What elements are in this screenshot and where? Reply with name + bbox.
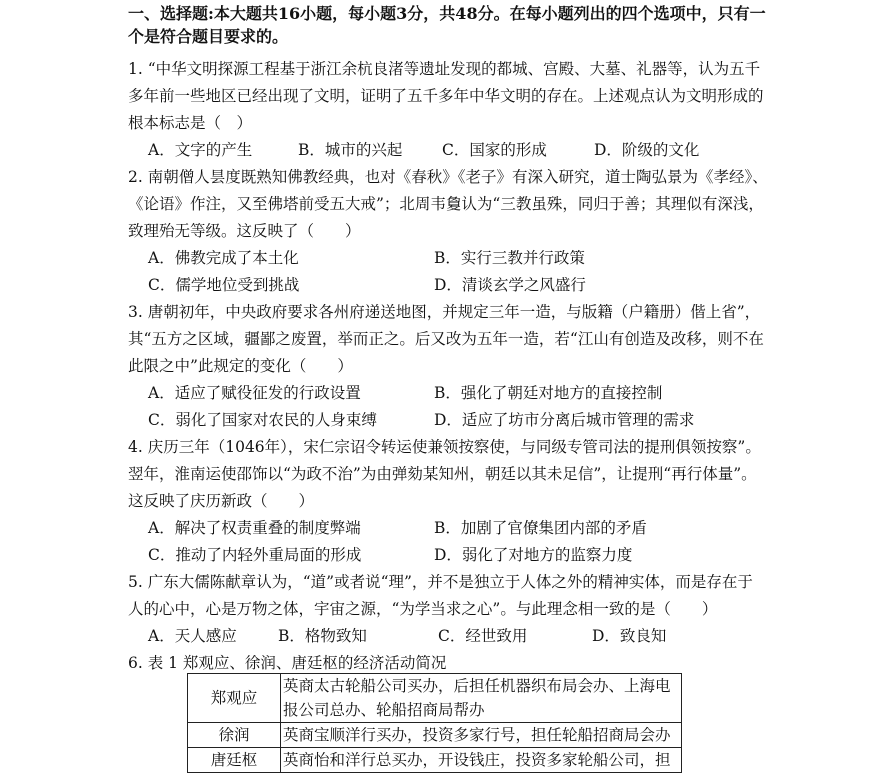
question-stem: 3. 唐朝初年，中央政府要求各州府递送地图，并规定三年一造，与版籍（户籍册）偕上省”，其“五方之区域，疆鄙之废置，举而正之。后又改为五年一造，若“江山有创造及改移，则不在此限之中”此规定的变化（ ）: [128, 303, 764, 375]
economic-activity-table: [187, 673, 682, 773]
question-stem: 2. 南朝僧人昙度既熟知佛教经典，也对《春秋》《老子》有深入研究，道士陶弘景为《孝经》、《论语》作注，又至佛塔前受五大戒”；北周韦敻认为“三教虽殊，同归于善；其理似有深浅，致理殆无等级。这反映了（ ）: [128, 168, 768, 240]
question-stem: 6. 表 1 郑观应、徐润、唐廷枢的经济活动简况: [128, 654, 447, 672]
table-cell-name: 徐润: [188, 723, 281, 748]
table-cell-name: 郑观应: [188, 674, 281, 723]
table-row: [188, 748, 682, 773]
options-row: [148, 623, 768, 650]
option-d[interactable]: D．适应了坊市分离后城市管理的需求: [434, 411, 695, 429]
option-c[interactable]: C．弱化了国家对农民的人身束缚: [148, 411, 377, 429]
option-a[interactable]: A．解决了权责重叠的制度弊端: [148, 519, 361, 537]
options-grid: [148, 245, 768, 299]
options-grid: [148, 515, 768, 569]
option-a[interactable]: A．适应了赋役征发的行政设置: [148, 384, 361, 402]
option-b[interactable]: B．城市的兴起: [298, 141, 403, 159]
option-b[interactable]: B．加剧了官僚集团内部的矛盾: [434, 519, 647, 537]
question-5: [128, 569, 768, 650]
table-cell-name: 唐廷枢: [188, 748, 281, 773]
option-c[interactable]: C．儒学地位受到挑战: [148, 276, 300, 294]
option-d[interactable]: D．清谈玄学之风盛行: [434, 276, 586, 294]
option-c[interactable]: C．国家的形成: [442, 141, 547, 159]
option-b[interactable]: B．强化了朝廷对地方的直接控制: [434, 384, 663, 402]
option-a[interactable]: A．天人感应: [148, 627, 237, 645]
option-d[interactable]: D．致良知: [592, 627, 667, 645]
table-cell-desc: 英商太古轮船公司买办，后担任机器织布局会办、上海电报公司总办、轮船招商局帮办: [281, 674, 682, 723]
options-grid: [148, 380, 768, 434]
option-a[interactable]: A．佛教完成了本土化: [148, 249, 299, 267]
option-d[interactable]: D．弱化了对地方的监察力度: [434, 546, 633, 564]
exam-page: [128, 0, 768, 677]
option-b[interactable]: B．实行三教并行政策: [434, 249, 585, 267]
table-cell-desc: 英商宝顺洋行买办，投资多家行号，担任轮船招商局会办: [281, 723, 682, 748]
question-3: [128, 299, 768, 434]
question-1: [128, 56, 768, 164]
question-2: [128, 164, 768, 299]
table-row: [188, 674, 682, 723]
option-a[interactable]: A．文字的产生: [148, 141, 253, 159]
options-row: [148, 137, 768, 164]
question-stem: 5. 广东大儒陈献章认为，“道”或者说“理”，并不是独立于人体之外的精神实体，而是存在于人的心中，心是万物之体，宇宙之源，“为学当求之心”。与此理念相一致的是（ ）: [128, 573, 753, 618]
option-c[interactable]: C．推动了内轻外重局面的形成: [148, 546, 362, 564]
option-b[interactable]: B．格物致知: [278, 627, 367, 645]
option-d[interactable]: D．阶级的文化: [594, 141, 700, 159]
table-cell-desc: 英商怡和洋行总买办，开设钱庄，投资多家轮船公司，担: [281, 748, 682, 773]
question-4: [128, 434, 768, 569]
table-row: [188, 723, 682, 748]
question-stem: 1. “中华文明探源工程基于浙江余杭良渚等遗址发现的都城、宫殿、大墓、礼器等，认为五千多年前一些地区已经出现了文明，证明了五千多年中华文明的存在。上述观点认为文明形成的根本标志是（ ）: [128, 60, 764, 132]
question-stem: 4. 庆历三年（1046年），宋仁宗诏令转运使兼领按察使，与同级专管司法的提刑俱领按察”。翌年，淮南运使邵饰以“为政不治”为由弹劾某知州，朝廷以其未足信”，让提刑“再行体量”。这反映了庆历新政（ ）: [128, 438, 761, 510]
section-heading: 一、选择题:本大题共16小题，每小题3分，共48分。在每小题列出的四个选项中，只有一个是符合题目要求的。: [128, 4, 766, 46]
option-c[interactable]: C．经世致用: [438, 627, 528, 645]
